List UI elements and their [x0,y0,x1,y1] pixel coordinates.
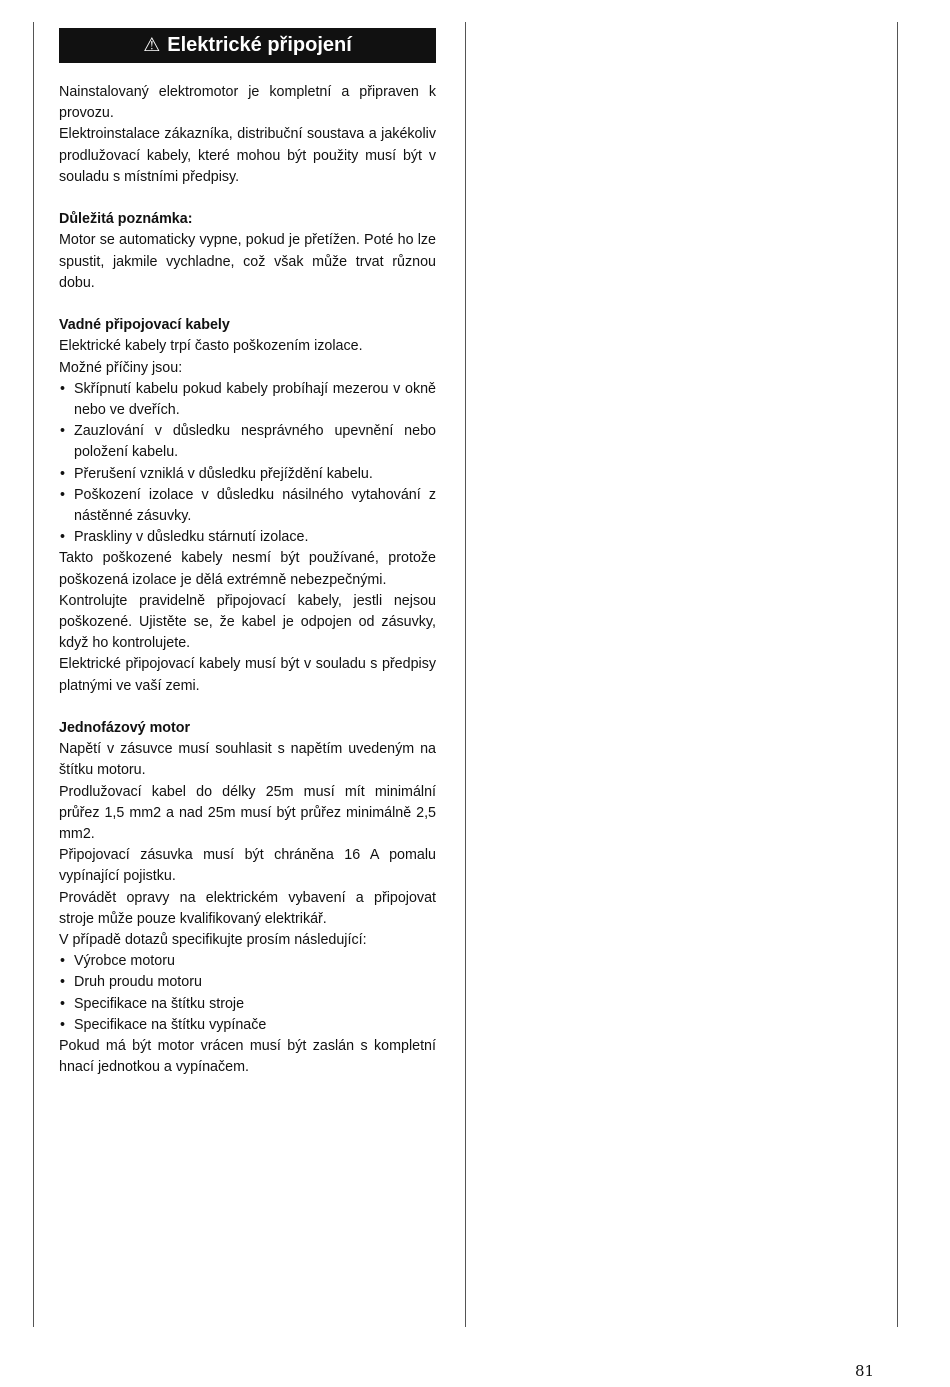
motor-paragraph: Provádět opravy na elektrickém vybavení a připojovat stroje může pouze kvalifikovaný elektrikář. [59,889,436,927]
section-title: Elektrické připojení [167,33,352,56]
list-item: • Specifikace na štítku stroje [59,994,436,1015]
cables-paragraph: Elektrické připojovací kabely musí být v souladu s předpisy platnými ve vaší zemi. [59,656,436,694]
intro-paragraph: Nainstalovaný elektromotor je kompletní a připraven k provozu. [59,84,436,122]
cables-heading: Vadné připojovací kabely [59,317,230,334]
list-item: • Skřípnutí kabelu pokud kabely probíhají mezerou v okně nebo ve dveřích. [59,379,436,421]
left-column [59,28,436,1079]
motor-paragraph: Připojovací zásuvka musí být chráněna 16 A pomalu vypínající pojistku. [59,847,436,885]
motor-heading: Jednofázový motor [59,720,191,737]
motor-closing: Pokud má být motor vrácen musí být zaslán s kompletní hnací jednotkou a vypínačem. [59,1038,436,1076]
motor-paragraph: Prodlužovací kabel do délky 25m musí mít minimální průřez 1,5 mm2 a nad 25m musí být průřez minimálně 2,5 mm2. [59,783,436,843]
causes-list [59,379,436,549]
list-item: • Druh proudu motoru [59,972,436,993]
list-item: • Přerušení vzniklá v důsledku přejíždění kabelu. [59,464,436,485]
page-number: 81 [855,1362,875,1380]
note-text: Motor se automaticky vypne, pokud je přetížen. Poté ho lze spustit, jakmile vychladne, což však může trvat různou dobu. [59,232,436,291]
intro-paragraph: Elektroinstalace zákazníka, distribuční soustava a jakékoliv prodlužovací kabely, které mohou být použity musí být v souladu s místními předpisy. [59,126,436,185]
cables-lead: Možné příčiny jsou: [59,359,183,376]
specs-list [59,951,436,1036]
motor-paragraph: V případě dotazů specifikujte prosím následující: [59,932,367,949]
motor-paragraph: Napětí v zásuvce musí souhlasit s napětím uvedeným na štítku motoru. [59,741,436,779]
left-margin-rule [33,22,34,1327]
column-divider-rule [465,22,466,1327]
list-item: • Praskliny v důsledku stárnutí izolace. [59,527,436,548]
right-margin-rule [897,22,898,1327]
cables-paragraph: Kontrolujte pravidelně připojovací kabely, jestli nejsou poškozené. Ujistěte se, že kabel je odpojen od zásuvky, když ho kontrolujete. [59,592,436,652]
cables-paragraph: Takto poškozené kabely nesmí být používané, protože poškozená izolace je dělá extrémně nebezpečnými. [59,550,436,588]
list-item: • Specifikace na štítku vypínače [59,1015,436,1036]
section-header [59,28,436,63]
list-item: • Poškození izolace v důsledku násilného vytahování z nástěnné zásuvky. [59,485,436,527]
note-heading: Důležitá poznámka: [59,211,193,228]
list-item: • Zauzlování v důsledku nesprávného upevnění nebo položení kabelu. [59,421,436,463]
list-item: • Výrobce motoru [59,951,436,972]
cables-lead: Elektrické kabely trpí často poškozením izolace. [59,338,363,355]
warning-triangle-icon: ⚠ [143,34,161,56]
